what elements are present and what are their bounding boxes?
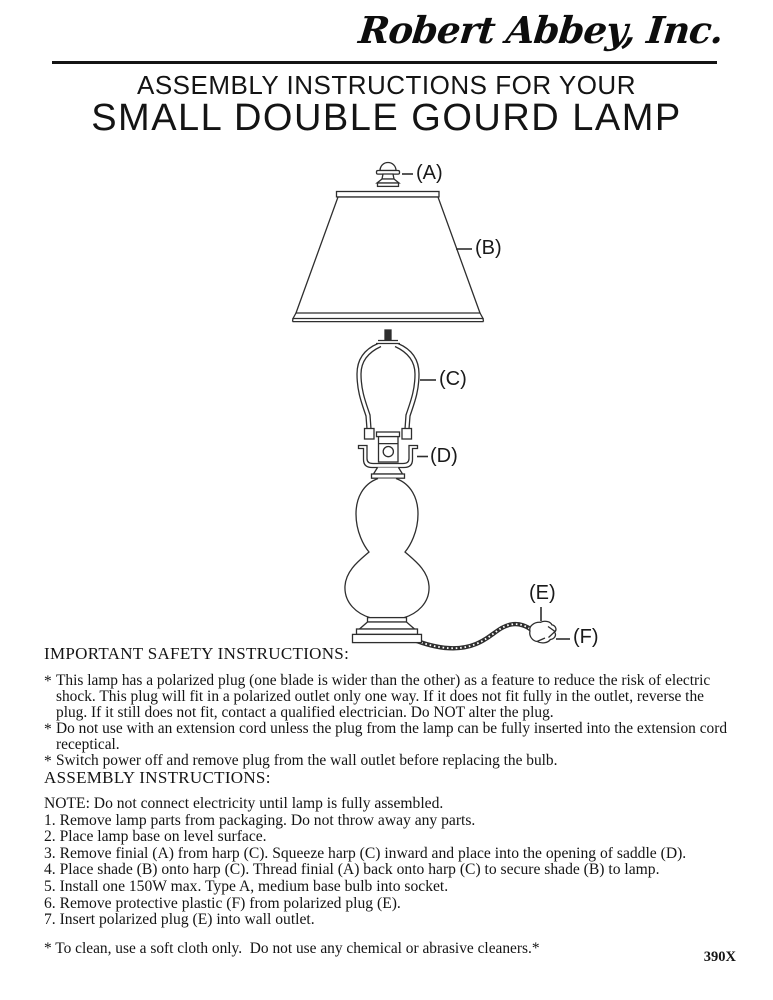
assembly-step: 7. Insert polarized plug (E) into wall outlet. (44, 911, 315, 929)
assembly-step: 4. Place shade (B) onto harp (C). Thread finial (A) back onto harp (C) to secure shade (B) to lamp. (44, 861, 660, 879)
part-label-shade: (B) (475, 237, 502, 259)
safety-item-text: This lamp has a polarized plug (one blade is wider than the other) as a feature to reduce the risk of electric shock. This plug will fit in a polarized outlet only one way. If it does not fit fully in the outlet, reverse the plug. If it still does not fit, contact a qualified electrician. Do NOT alter the plug. (56, 672, 711, 721)
part-label-saddle: (D) (430, 445, 458, 467)
page-subtitle: ASSEMBLY INSTRUCTIONS FOR YOUR (137, 70, 636, 100)
assembly-step: 2. Place lamp base on level surface. (44, 828, 267, 846)
brand-logo: Robert Abbey, Inc. (357, 8, 726, 52)
assembly-note: NOTE: Do not connect electricity until lamp is fully assembled. (44, 795, 444, 812)
bullet-asterisk: * (44, 673, 52, 690)
part-label-protective-plastic: (F) (573, 626, 599, 648)
assembly-step: 1. Remove lamp parts from packaging. Do not throw away any parts. (44, 811, 476, 829)
plug-graphic (530, 621, 556, 643)
assembly-step: 5. Install one 150W max. Type A, medium base bulb into socket. (44, 877, 449, 895)
safety-item (44, 721, 732, 753)
assembly-section (44, 768, 744, 929)
safety-section (44, 644, 732, 769)
safety-item (44, 673, 732, 721)
page-title: SMALL DOUBLE GOURD LAMP (91, 97, 682, 139)
socket-graphic (377, 432, 400, 462)
harp-graphic (357, 330, 419, 439)
lamp-body-graphic (345, 479, 429, 619)
assembly-step: 6. Remove protective plastic (F) from polarized plug (E). (44, 894, 401, 912)
finial-graphic (377, 163, 400, 187)
safety-item (44, 753, 732, 769)
part-label-plug: (E) (529, 582, 556, 604)
bullet-asterisk: * (44, 721, 52, 738)
part-label-finial: (A) (416, 162, 443, 184)
assembly-heading: ASSEMBLY INSTRUCTIONS: (44, 768, 271, 787)
bullet-asterisk: * (44, 753, 52, 770)
cleaning-note: * To clean, use a soft cloth only. Do not use any chemical or abrasive cleaners.* (44, 940, 540, 957)
safety-heading: IMPORTANT SAFETY INSTRUCTIONS: (44, 644, 350, 663)
model-number: 390X (703, 949, 736, 965)
assembly-step: 3. Remove finial (A) from harp (C). Squeeze harp (C) inward and place into the opening of saddle (D). (44, 844, 687, 862)
part-label-harp: (C) (439, 368, 467, 390)
shade-graphic (293, 192, 484, 322)
safety-item-text: Switch power off and remove plug from the wall outlet before replacing the bulb. (56, 752, 558, 769)
base-graphic (353, 618, 422, 643)
safety-item-text: Do not use with an extension cord unless the plug from the lamp can be fully inserted into the extension cord receptical. (56, 720, 728, 753)
